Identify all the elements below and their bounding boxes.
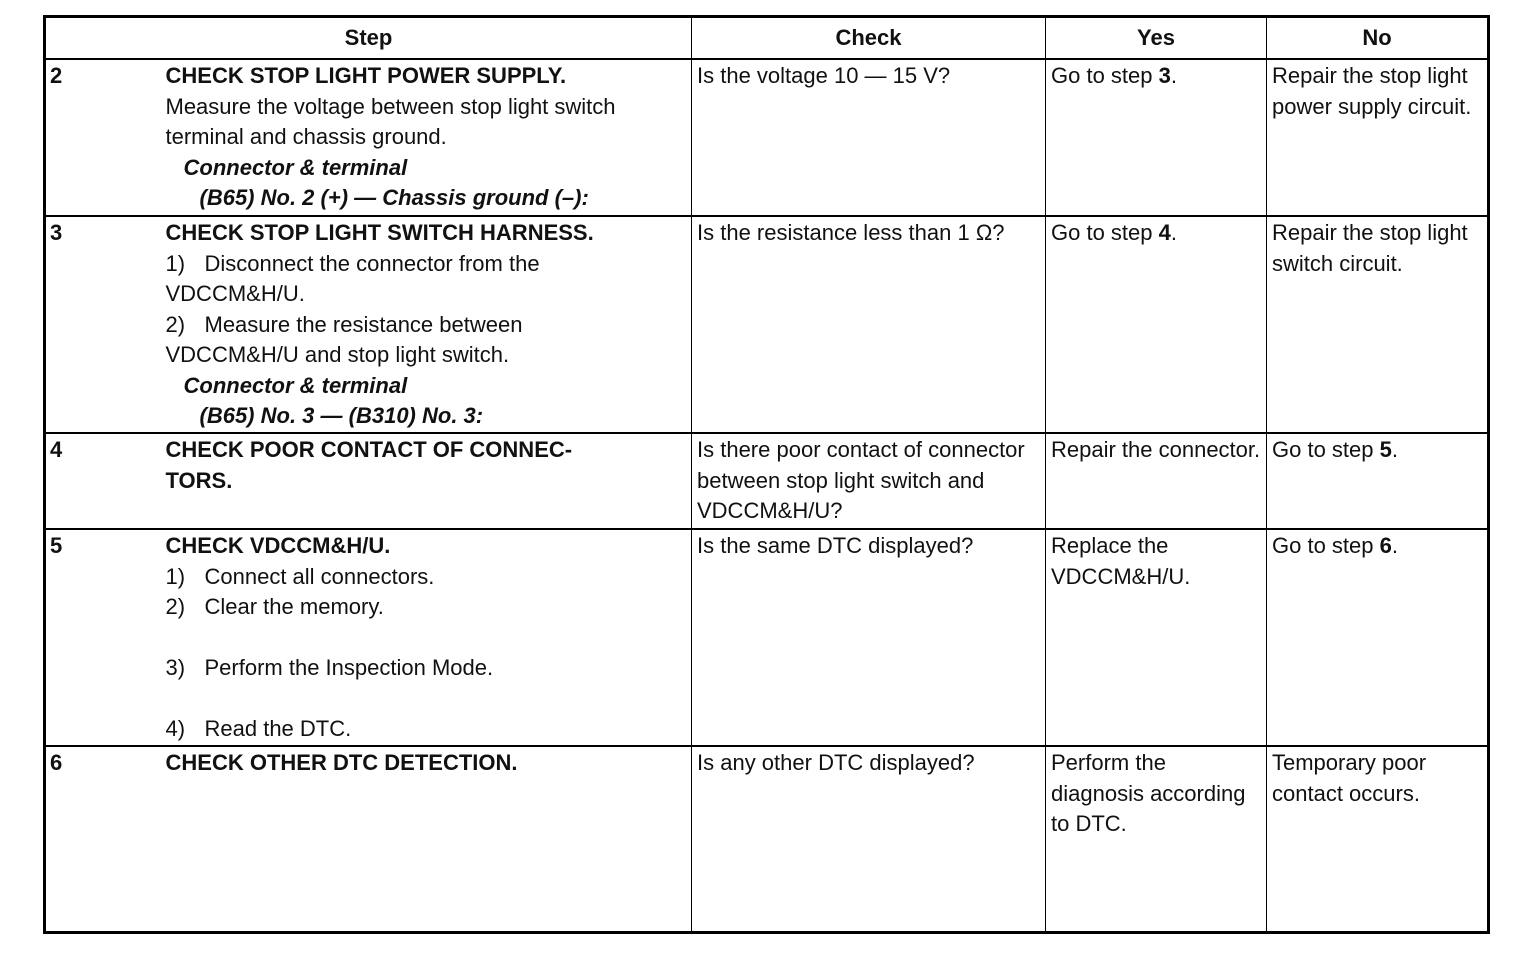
no-step-number: 5 <box>1379 437 1392 462</box>
yes-cell: Perform the diagnosis according to DTC. <box>1046 746 1267 933</box>
header-check: Check <box>692 17 1046 60</box>
step-line: terminal and chassis ground. <box>165 124 447 149</box>
step-cell <box>164 433 692 529</box>
step-title: CHECK STOP LIGHT POWER SUPPLY. <box>165 63 567 88</box>
step-number: 2 <box>45 59 164 216</box>
yes-cell: Replace the VDCCM&H/U. <box>1046 529 1267 746</box>
no-suffix: . <box>1391 533 1398 558</box>
step-number: 6 <box>45 746 164 933</box>
check-cell: Is any other DTC displayed? <box>692 746 1046 933</box>
check-cell: Is the resistance less than 1 Ω? <box>692 216 1046 433</box>
yes-suffix: . <box>1170 220 1177 245</box>
step-title: CHECK OTHER DTC DETECTION. <box>165 750 518 775</box>
connector-label: Connector & terminal <box>183 372 408 398</box>
no-cell: Temporary poor contact occurs. <box>1267 746 1489 933</box>
spacer <box>166 623 687 654</box>
header-no: No <box>1267 17 1489 60</box>
step-number: 5 <box>45 529 164 746</box>
step-cell <box>164 59 692 216</box>
substep: 3) Perform the Inspection Mode. <box>165 655 494 680</box>
no-step-number: 6 <box>1379 533 1392 558</box>
no-prefix: Go to step <box>1272 533 1380 558</box>
no-cell: Repair the stop light switch circuit. <box>1267 216 1489 433</box>
yes-prefix: Go to step <box>1051 63 1159 88</box>
spacer <box>166 684 687 715</box>
substep: 1) Connect all connectors. <box>165 563 435 589</box>
step-line: Measure the voltage between stop light switch <box>165 93 616 119</box>
substep: 4) Read the DTC. <box>165 716 352 741</box>
substep: 2) Clear the memory. <box>165 594 384 619</box>
table-row <box>45 746 1489 933</box>
yes-cell <box>1046 59 1267 216</box>
check-cell: Is the voltage 10 — 15 V? <box>692 59 1046 216</box>
connector-value: (B65) No. 2 (+) — Chassis ground (–): <box>199 185 589 210</box>
table-row <box>45 59 1489 216</box>
connector-label: Connector & terminal <box>183 154 408 180</box>
header-step: Step <box>45 17 692 60</box>
substep: 1) Disconnect the connector from the <box>165 250 540 276</box>
yes-cell: Repair the connector. <box>1046 433 1267 529</box>
step-title: CHECK STOP LIGHT SWITCH HARNESS. <box>165 220 594 245</box>
no-cell: Repair the stop light power supply circuit. <box>1267 59 1489 216</box>
step-cell <box>164 746 692 933</box>
no-suffix: . <box>1391 437 1398 462</box>
no-cell <box>1267 529 1489 746</box>
step-number: 4 <box>45 433 164 529</box>
substep: 2) Measure the resistance between <box>165 311 523 337</box>
step-title: CHECK POOR CONTACT OF CONNEC- <box>165 437 573 462</box>
header-row <box>45 17 1489 60</box>
no-cell <box>1267 433 1489 529</box>
step-cell <box>164 529 692 746</box>
table-row <box>45 433 1489 529</box>
substep-continuation: VDCCM&H/U. <box>165 281 305 306</box>
table-row <box>45 529 1489 746</box>
connector-value: (B65) No. 3 — (B310) No. 3: <box>199 403 484 428</box>
yes-step-number: 3 <box>1158 63 1171 88</box>
substep-continuation: VDCCM&H/U and stop light switch. <box>165 342 510 367</box>
header-yes: Yes <box>1046 17 1267 60</box>
step-title-continuation: TORS. <box>165 467 233 493</box>
check-cell: Is the same DTC displayed? <box>692 529 1046 746</box>
yes-prefix: Go to step <box>1051 220 1159 245</box>
step-title: CHECK VDCCM&H/U. <box>165 533 391 558</box>
step-number: 3 <box>45 216 164 433</box>
table-row <box>45 216 1489 433</box>
yes-step-number: 4 <box>1158 220 1171 245</box>
diagnostic-table <box>43 15 1490 934</box>
check-cell: Is there poor contact of connector between stop light switch and VDCCM&H/U? <box>692 433 1046 529</box>
step-cell <box>164 216 692 433</box>
yes-suffix: . <box>1170 63 1177 88</box>
yes-cell <box>1046 216 1267 433</box>
no-prefix: Go to step <box>1272 437 1380 462</box>
